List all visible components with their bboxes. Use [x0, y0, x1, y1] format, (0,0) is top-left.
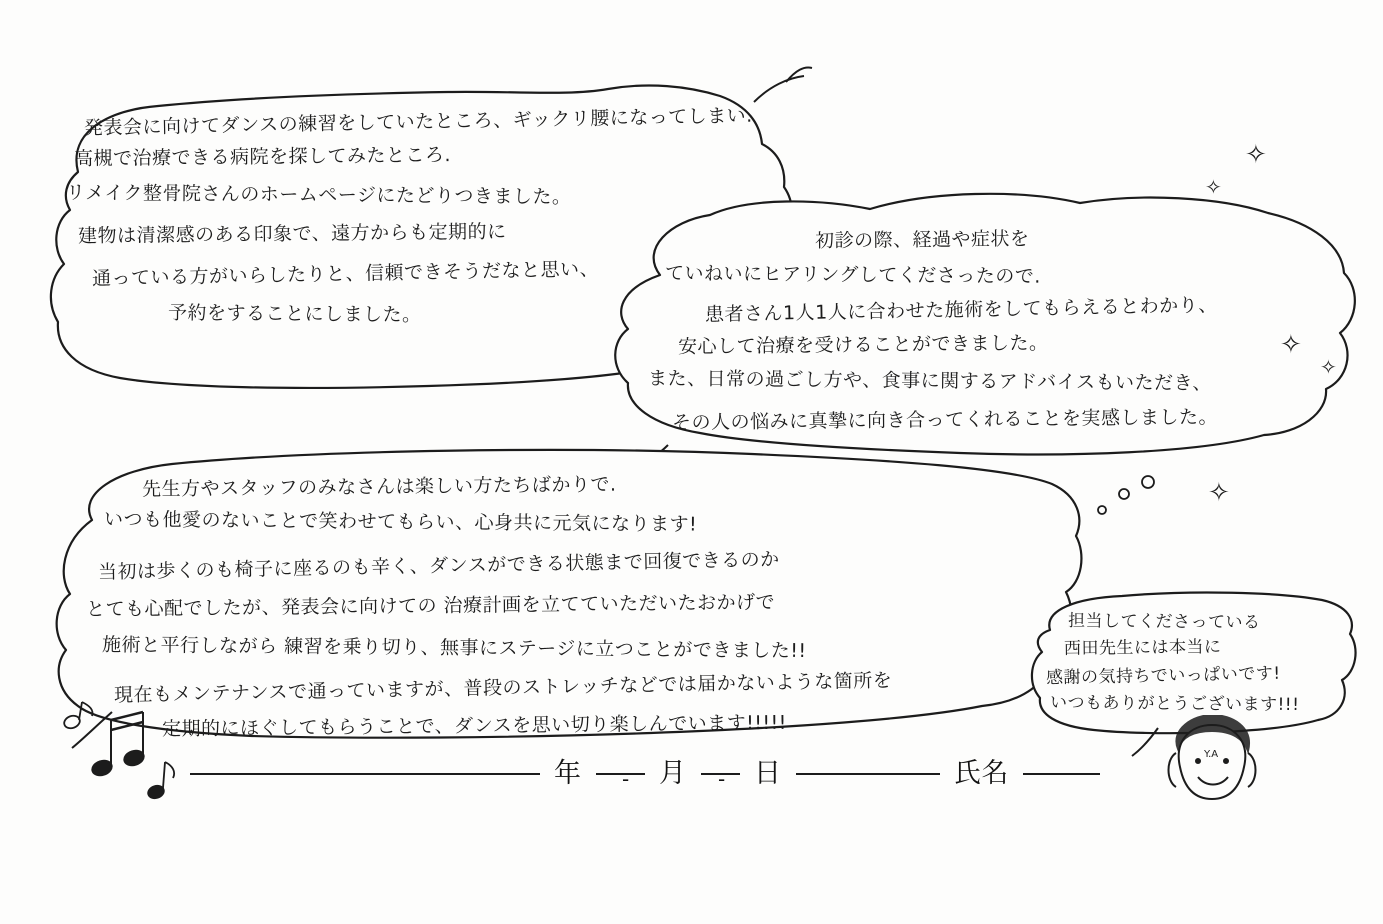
bubble-thanks-line-4: いつもありがとうございます!!! [1049, 692, 1300, 716]
bubble-staff-line-3: 当初は歩くのも椅子に座るのも辛く、ダンスができる状態まで回復できるのか [97, 548, 780, 584]
bubble-intro-line-2: 高槻で治療できる病院を探してみたところ. [73, 144, 452, 170]
sparkle-icon: ✧ [1208, 478, 1231, 508]
avatar [1160, 715, 1265, 810]
bubble-treatment-line-5: また、日常の過ごし方や、食事に関するアドバイスもいただき、 [647, 367, 1212, 395]
bubble-staff-line-2: いつも他愛のないことで笑わせてもらい、心身共に元気になります! [103, 508, 698, 536]
bubble-staff-line-4: とても心配でしたが、発表会に向けての 治療計画を立てていただいたおかげで [85, 591, 776, 621]
music-note-icon [60, 700, 190, 810]
bubble-intro-line-3: リメイク整骨院さんのホームページにたどりつきました。 [65, 181, 572, 209]
bubble-thanks-line-1: 担当してくださっている [1067, 611, 1261, 633]
speech-bubble-treatment [600, 195, 1365, 470]
sparkle-icon: ✧ [1245, 140, 1268, 170]
bubble-treatment-text [600, 195, 1365, 470]
bubble-treatment-line-1: 初診の際、経過や症状を [814, 227, 1030, 253]
bubble-staff-text [52, 450, 1087, 750]
bubble-treatment-line-4: 安心して治療を受けることができました。 [677, 332, 1049, 358]
sparkle-icon: ✧ [1205, 175, 1223, 199]
sparkle-icon: ✧ [1280, 330, 1303, 360]
sparkle-icon: ✧ [1320, 355, 1338, 379]
bubble-thanks-line-3: 感謝の気持ちでいっぱいです! [1045, 663, 1281, 689]
sparkle-dots-decoration [1090, 470, 1180, 530]
bubble-intro-line-6: 予約をすることにしました。 [167, 301, 422, 327]
signature-row [190, 745, 1100, 805]
signature-separator-1: - [622, 767, 630, 791]
signature-separator-2: - [718, 767, 726, 791]
bubble-treatment-line-3: 患者さん1人1人に合わせた施術をしてもらえるとわかり、 [704, 294, 1218, 326]
speech-bubble-staff [52, 450, 1087, 750]
signature-month-label: 月 [645, 751, 701, 790]
avatar-initials: Y.A [1204, 749, 1219, 760]
bubble-intro-line-4: 建物は清潔感のある印象で、遠方からも定期的に [77, 220, 507, 248]
signature-name-label: 氏名 [940, 751, 1023, 790]
bubble-thanks-line-2: 西田先生には本当に [1063, 637, 1222, 659]
bubble-staff-line-7: 定期的にほぐしてもらうことで、ダンスを思い切り楽しんでいます!!!!! [161, 711, 787, 741]
bubble-staff-line-1: 先生方やスタッフのみなさんは楽しい方たちばかりで. [141, 473, 617, 501]
signature-year-label: 年 [540, 751, 596, 790]
bubble-intro-line-5: 通っている方がいらしたりと、信頼できそうだなと思い、 [91, 258, 600, 290]
bubble-staff-line-5: 施術と平行しながら 練習を乗り切り、無事にステージに立つことができました!! [101, 633, 807, 663]
bubble-intro-line-1: 発表会に向けてダンスの練習をしていたところ、ギックリ腰になってしまい. [83, 104, 753, 140]
bubble-treatment-line-2: ていねいにヒアリングしてくださったので. [664, 262, 1041, 288]
bubble-treatment-line-6: その人の悩みに真摯に向き合ってくれることを実感しました。 [671, 406, 1219, 434]
bubble-staff-line-6: 現在もメンテナンスで通っていますが、普段のストレッチなどでは届かないような箇所を [113, 669, 893, 707]
signature-day-label: 日 [740, 751, 796, 790]
